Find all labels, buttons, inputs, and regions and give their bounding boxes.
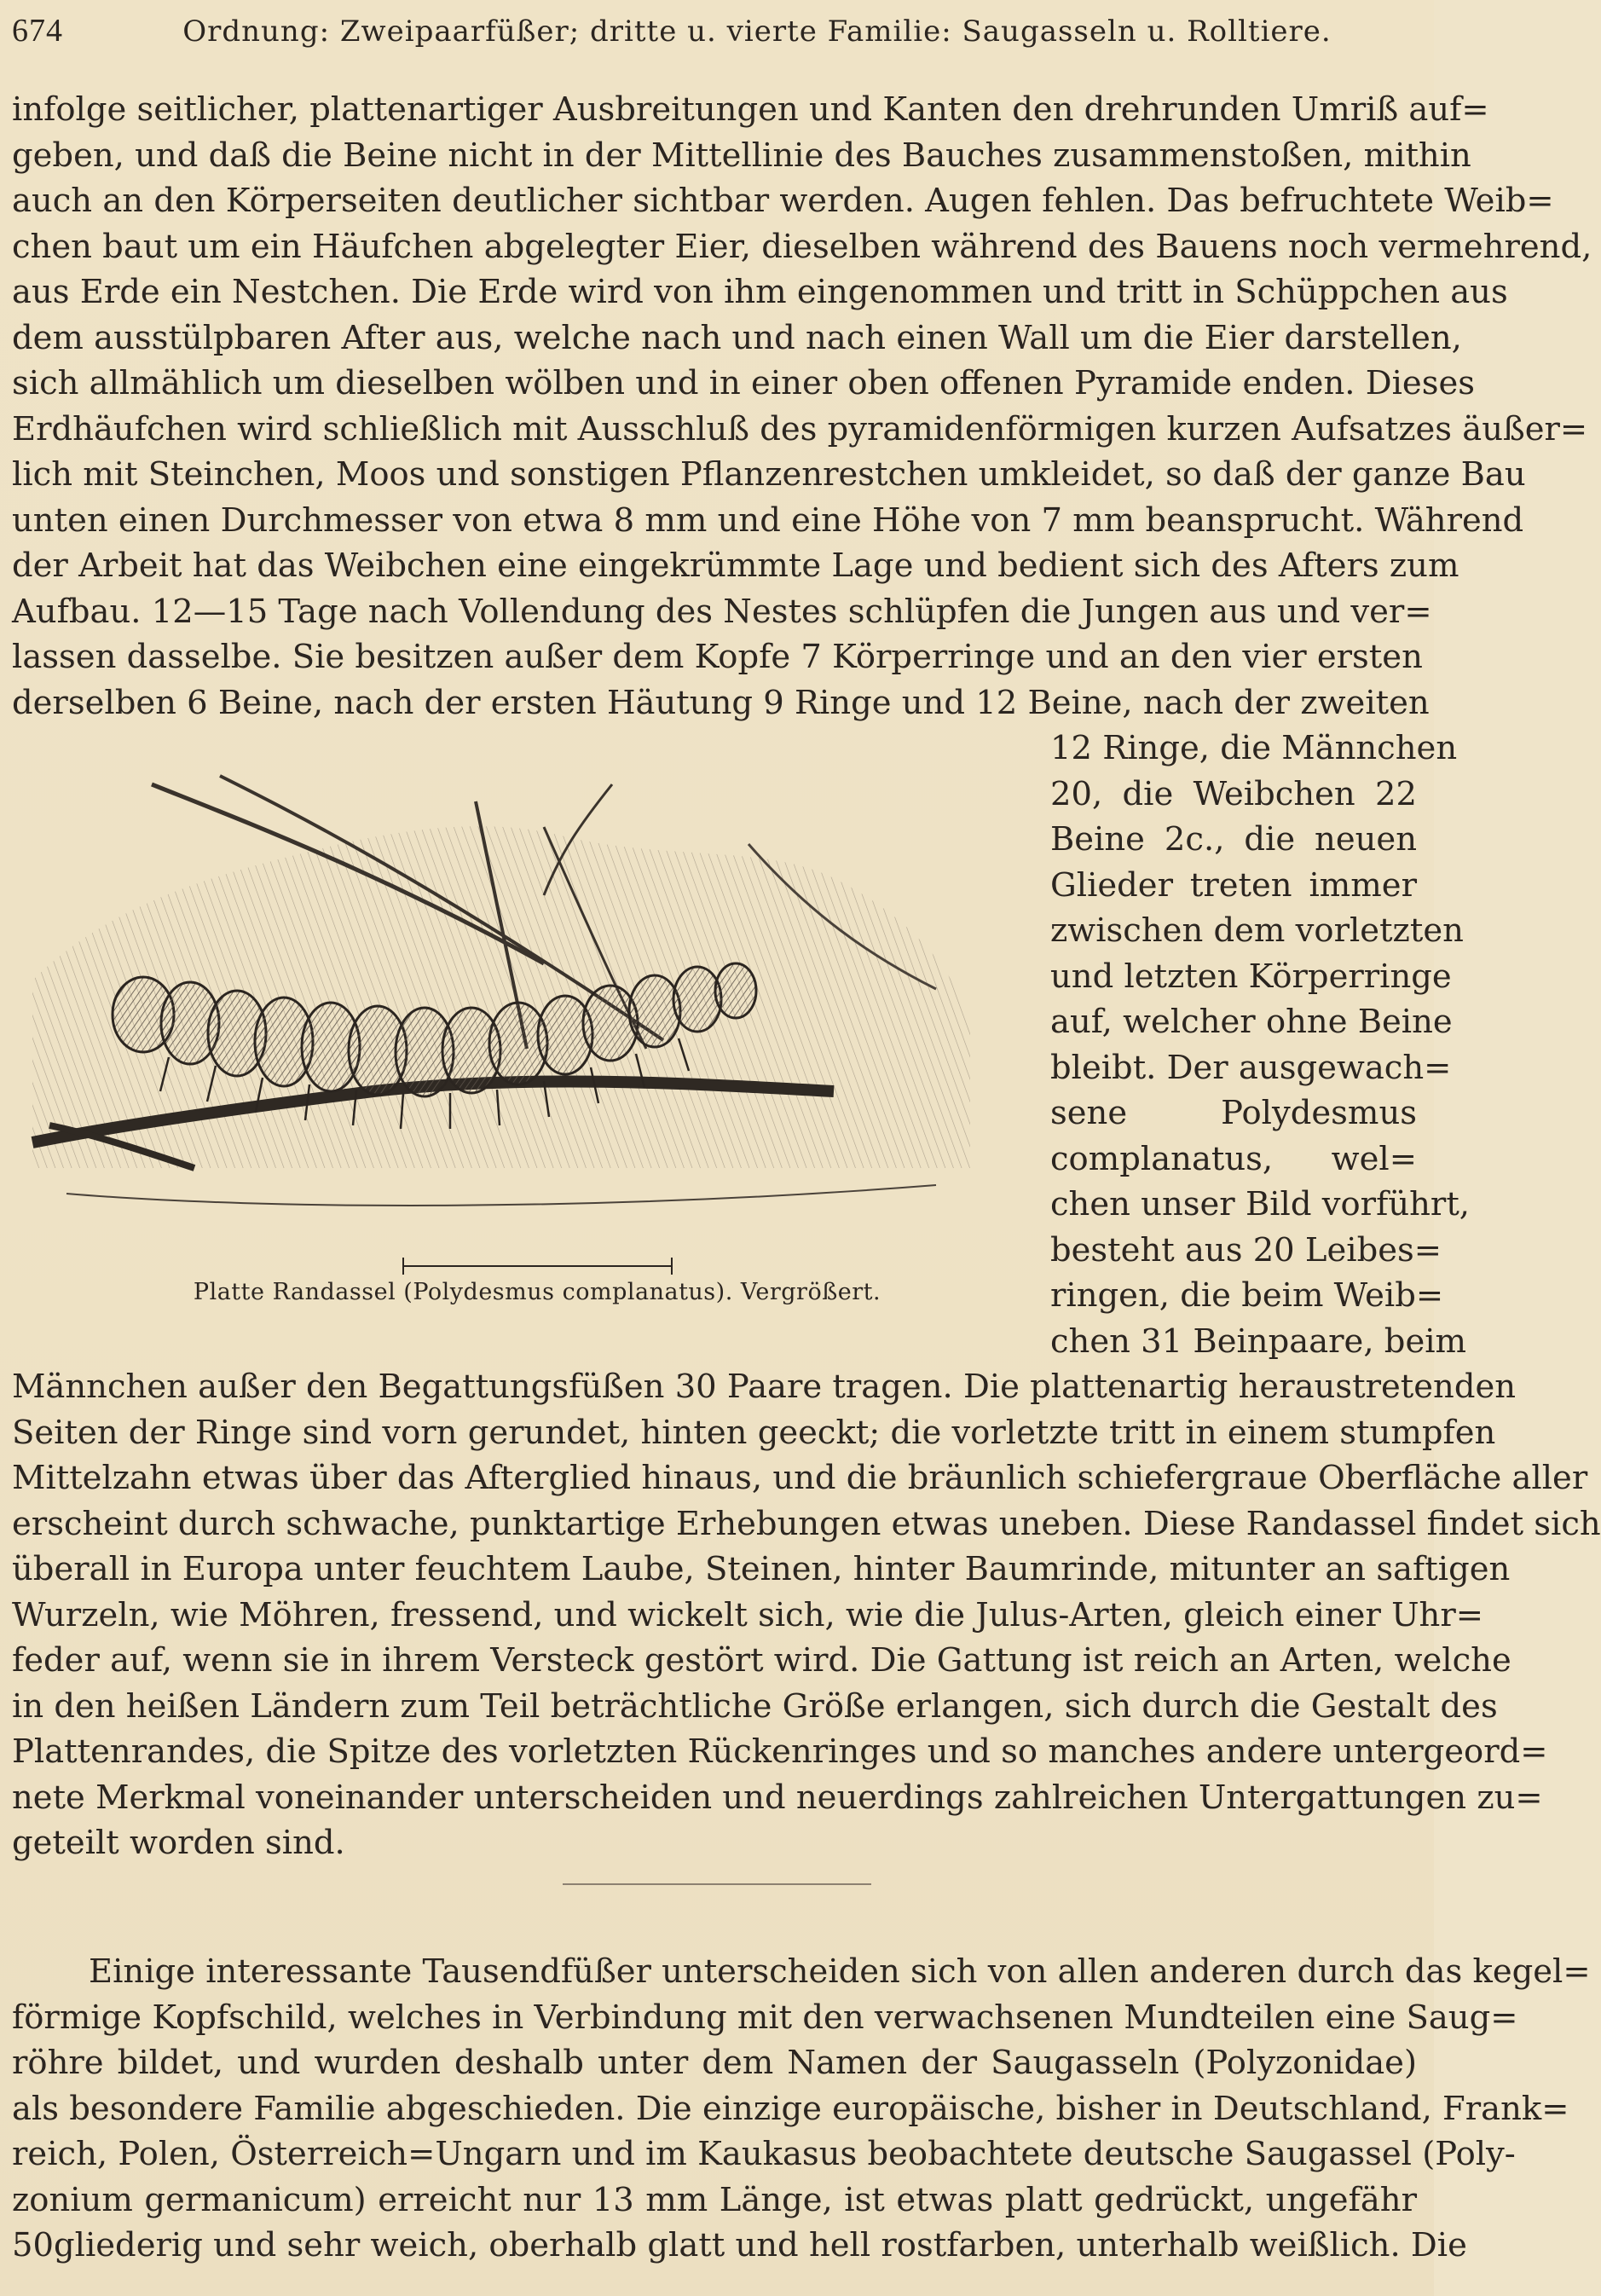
running-title: Ordnung: Zweipaarfüßer; dritte u. vierte Familie: Saugasseln u. Rolltiere. xyxy=(182,14,1332,49)
side-column-line: und letzten Körperringe xyxy=(1050,957,1452,996)
figure-caption: Platte Randassel (Polydesmus complanatus). Vergrößert. xyxy=(193,1279,881,1305)
side-column-line: auf, welcher ohne Beine xyxy=(1050,1003,1453,1041)
paragraph-1-line: Erdhäufchen wird schließlich mit Ausschluß des pyramidenförmigen kurzen Aufsatzes äußer= xyxy=(12,409,1588,448)
paragraph-1-line: lich mit Steinchen, Moos und sonstigen Pflanzenrestchen umkleidet, so daß der ganze Bau xyxy=(12,455,1526,494)
paragraph-2-line: Mittelzahn etwas über das Afterglied hinaus, und die bräunlich schiefergraue Oberfläche aller xyxy=(12,1459,1588,1497)
paragraph-3-line: förmige Kopfschild, welches in Verbindung mit den verwachsenen Mundteilen eine Saug= xyxy=(12,1998,1518,2037)
paragraph-3 xyxy=(12,1949,1591,2269)
paragraph-1-line: derselben 6 Beine, nach der ersten Häutung 9 Ringe und 12 Beine, nach der zweiten xyxy=(12,683,1430,722)
paragraph-2-line: Plattenrandes, die Spitze des vorletzten Rückenringes und so manches andere untergeord= xyxy=(12,1732,1548,1771)
paragraph-2-line: Wurzeln, wie Möhren, fressend, und wickelt sich, wie die Julus-Arten, gleich einer Uhr= xyxy=(12,1595,1483,1634)
millipede-illustration xyxy=(15,767,996,1279)
paragraph-1-line: geben, und daß die Beine nicht in der Mittellinie des Bauches zusammenstoßen, mithin xyxy=(12,136,1471,175)
side-column-line: zwischen dem vorletzten xyxy=(1050,911,1464,950)
paragraph-3-line: reich, Polen, Österreich=Ungarn und im Kaukasus beobachtete deutsche Saugassel (Poly- xyxy=(12,2135,1516,2173)
paragraph-1-line: dem ausstülpbaren After aus, welche nach und nach einen Wall um die Eier darstellen, xyxy=(12,318,1462,357)
paragraph-3-line: als besondere Familie abgeschieden. Die einzige europäische, bisher in Deutschland, Frank= xyxy=(12,2089,1569,2128)
paragraph-2-line: feder auf, wenn sie in ihrem Versteck gestört wird. Die Gattung ist reich an Arten, welche xyxy=(12,1641,1511,1680)
side-column-line: Beine 2c., die neuen xyxy=(1050,820,1417,859)
paragraph-2-line: Männchen außer den Begattungsfüßen 30 Paare tragen. Die plattenartig heraustretenden xyxy=(12,1368,1517,1406)
side-column-line: Glieder treten immer xyxy=(1050,865,1417,905)
side-column-line: ringen, die beim Weib= xyxy=(1050,1276,1444,1315)
paragraph-2-line: geteilt worden sind. xyxy=(12,1824,345,1862)
paragraph-1-line: lassen dasselbe. Sie besitzen außer dem Kopfe 7 Körperringe und an den vier ersten xyxy=(12,638,1423,676)
paragraph-2-line: Seiten der Ringe sind vorn gerundet, hinten geeckt; die vorletzte tritt in einem stumpfen xyxy=(12,1413,1496,1452)
paragraph-1-line: der Arbeit hat das Weibchen eine eingekrümmte Lage und bedient sich des Afters zum xyxy=(12,547,1459,585)
paragraph-3-line: 50gliederig und sehr weich, oberhalb glatt und hell rostfarben, unterhalb weißlich. Die xyxy=(12,2226,1467,2264)
paragraph-1-line: auch an den Körperseiten deutlicher sichtbar werden. Augen fehlen. Das befruchtete Weib= xyxy=(12,182,1554,220)
paragraph-2-line: in den heißen Ländern zum Teil beträchtliche Größe erlangen, sich durch die Gestalt des xyxy=(12,1686,1498,1726)
paragraph-1-line: Aufbau. 12—15 Tage nach Vollendung des Nestes schlüpfen die Jungen aus und ver= xyxy=(12,592,1432,631)
paragraph-1-line: chen baut um ein Häufchen abgelegter Eier, dieselben während des Bauens noch vermehrend, xyxy=(12,227,1592,266)
paragraph-1-line: aus Erde ein Nestchen. Die Erde wird von ihm eingenommen und tritt in Schüppchen aus xyxy=(12,273,1508,311)
paragraph-1-line: unten einen Durchmesser von etwa 8 mm und eine Höhe von 7 mm beansprucht. Während xyxy=(12,500,1524,540)
side-column-line: 20, die Weibchen 22 xyxy=(1050,774,1417,813)
paragraph-2-line: nete Merkmal voneinander unterscheiden und neuerdings zahlreichen Untergattungen zu= xyxy=(12,1778,1543,1817)
paragraph-2-line: überall in Europa unter feuchtem Laube, Steinen, hinter Baumrinde, mitunter an saftigen xyxy=(12,1550,1511,1588)
paragraph-1-line: infolge seitlicher, plattenartiger Ausbreitungen und Kanten den drehrunden Umriß auf= xyxy=(12,90,1489,129)
section-divider xyxy=(563,1883,871,1885)
paragraph-2 xyxy=(12,1364,1601,1866)
paragraph-3-line: röhre bildet, und wurden deshalb unter dem Namen der Saugasseln (Polyzonidae) xyxy=(12,2044,1417,2082)
page-header xyxy=(12,12,1417,65)
paragraph-1 xyxy=(12,87,1592,726)
side-column-line: chen 31 Beinpaare, beim xyxy=(1050,1322,1467,1361)
side-column-line: 12 Ringe, die Männchen xyxy=(1050,729,1458,767)
page-number: 674 xyxy=(12,13,63,49)
paragraph-2-line: erscheint durch schwache, punktartige Erhebungen etwas uneben. Diese Randassel findet sich xyxy=(12,1504,1601,1543)
side-column-line: bleibt. Der ausgewach= xyxy=(1050,1048,1452,1087)
paragraph-1-line: sich allmählich um dieselben wölben und in einer oben offenen Pyramide enden. Dieses xyxy=(12,364,1475,402)
paragraph-3-line: Einige interessante Tausendfüßer unterscheiden sich von allen anderen durch das kegel= xyxy=(89,1952,1591,1991)
side-column-line: complanatus, wel= xyxy=(1050,1139,1417,1178)
side-column-text xyxy=(1050,726,1471,1364)
side-column-line: sene Polydesmus xyxy=(1050,1094,1417,1132)
paragraph-3-line: zonium germanicum) erreicht nur 13 mm Länge, ist etwas platt gedrückt, ungefähr xyxy=(12,2180,1417,2219)
side-column-line: chen unser Bild vorführt, xyxy=(1050,1185,1471,1223)
side-column-line: besteht aus 20 Leibes= xyxy=(1050,1230,1442,1269)
